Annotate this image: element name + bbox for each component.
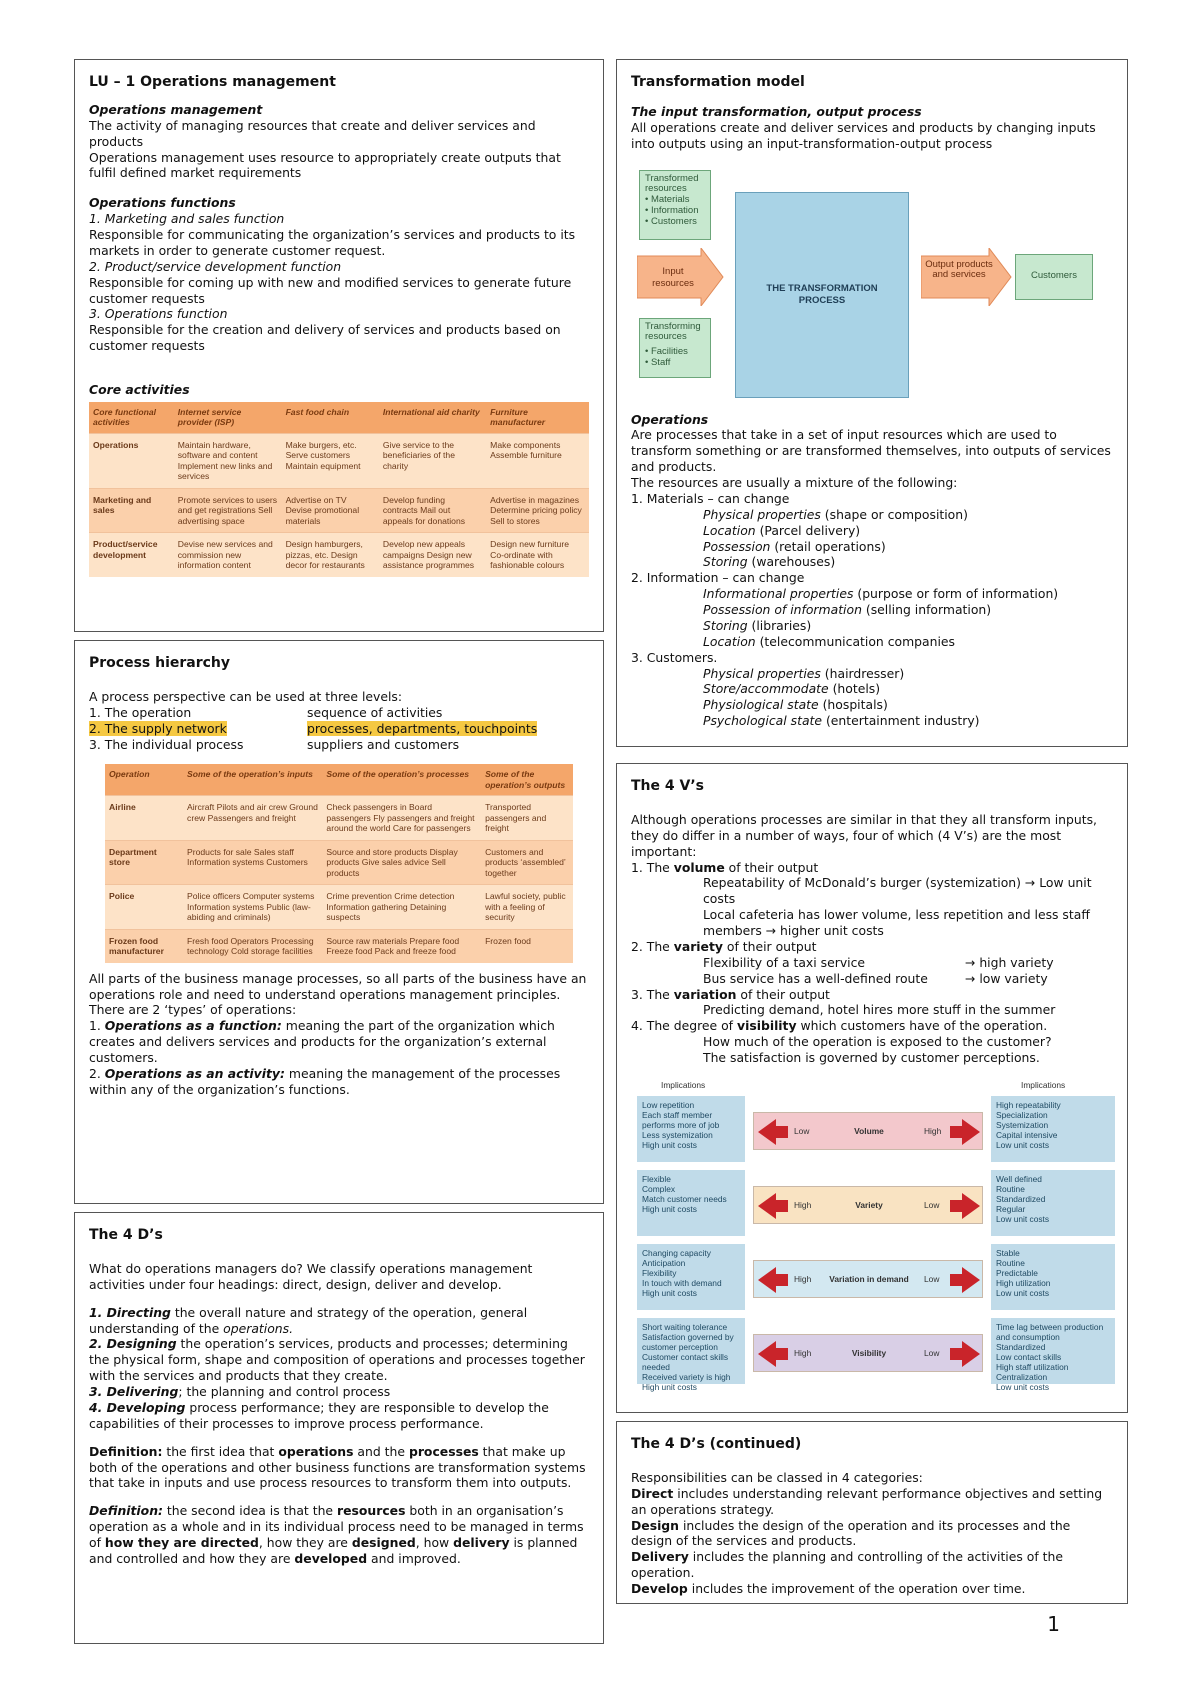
resource-change-item: Location (Parcel delivery): [703, 522, 861, 538]
section-heading: Core activities: [89, 382, 190, 398]
v-bar-label: Low: [924, 1273, 940, 1284]
table-cell: Maintain hardware, software and content Implement new links and services: [174, 433, 282, 488]
paragraph: Are processes that take in a set of input resources which are used to transform something or are transformed themselves, into outputs of services and products.: [631, 427, 1111, 475]
v-detail: The satisfaction is governed by customer perceptions.: [703, 1050, 1040, 1066]
responsibility: Delivery includes the planning and controlling of the activities of the operation.: [631, 1549, 1063, 1581]
resource-type: 1. Materials – can change: [631, 490, 790, 506]
implications-left-label: Implications: [661, 1079, 706, 1090]
table-cell: Police: [105, 885, 183, 929]
function-text: Responsible for coming up with new and modified services to generate future customer requests: [89, 274, 572, 306]
table-cell: Frozen food manufacturer: [105, 929, 183, 962]
table-cell: Marketing and sales: [89, 488, 174, 532]
implications-right-list: Well defined Routine Standardized Regular Low unit costs: [991, 1170, 1115, 1236]
v-dimension-bar: [753, 1334, 983, 1372]
table-cell: Products for sale Sales staff Information systems Customers: [183, 840, 322, 884]
table-cell: Check passengers in Board passengers Fly passengers and freight around the world Care for passengers: [322, 796, 481, 840]
definition: The activity of managing resources that create and deliver services and products: [89, 117, 536, 149]
v-detail: Flexibility of a taxi service → high variety: [703, 954, 1054, 970]
table-row: [105, 840, 573, 884]
materials-list: [631, 507, 1113, 571]
implications-left-list: Flexible Complex Match customer needs High unit costs: [637, 1170, 745, 1236]
output-label: Output products and services: [925, 258, 993, 281]
table-header: Some of the operation’s inputs: [183, 764, 322, 795]
v-dimension-bar: [753, 1186, 983, 1224]
v-bar-label: High: [794, 1199, 812, 1210]
four-ds-continued-panel: [616, 1421, 1128, 1604]
d-item: 1. Directing the overall nature and strategy of the operation, general understanding of the operations.: [89, 1304, 528, 1336]
paragraph: All parts of the business manage processes, so all parts of the business have an operations role and need to understand operations management principles.: [89, 970, 587, 1002]
section-heading: Operations: [631, 411, 709, 427]
panel-title: The 4 D’s (continued): [631, 1436, 802, 1452]
intro-text: Responsibilities can be classed in 4 categories:: [631, 1469, 923, 1485]
table-cell: Lawful society, public with a feeling of security: [481, 885, 573, 929]
table-cell: Develop funding contracts Mail out appeals for donations: [379, 488, 486, 532]
panel-title: Process hierarchy: [89, 655, 231, 671]
level-name: 1. The operation: [89, 704, 192, 720]
table-cell: Frozen food: [481, 929, 573, 962]
v-dimension-bar: [753, 1260, 983, 1298]
resource-change-item: Informational properties (purpose or form of information): [703, 586, 1059, 602]
resource-change-item: Physical properties (shape or composition): [703, 506, 968, 522]
implications-left-list: Changing capacity Anticipation Flexibility In touch with demand High unit costs: [637, 1244, 745, 1310]
table-header: Core functional activities: [89, 402, 174, 433]
four-vs-panel: [616, 763, 1128, 1413]
table-row: [105, 929, 573, 962]
level-desc: processes, departments, touchpoints: [307, 720, 538, 736]
table-cell: Make components Assemble furniture: [486, 433, 589, 488]
table-cell: Police officers Computer systems Information systems Public (law-abiding and criminals): [183, 885, 322, 929]
d-item: 4. Developing process performance; they are responsible to develop the capabilities of their processes to improve process performance.: [89, 1399, 549, 1431]
v-item: 2. The variety of their output: [631, 938, 817, 954]
table-header: Internet service provider (ISP): [174, 402, 282, 433]
level-desc: sequence of activities: [307, 704, 443, 720]
table-row: [105, 796, 573, 840]
intro-text: What do operations managers do? We classify operations management activities under four headings: direct, design, deliver and develop.: [89, 1260, 533, 1292]
v-detail: Repeatability of McDonald’s burger (systemization) → Low unit costs: [703, 875, 1092, 907]
table-cell: Design new furniture Co-ordinate with fashionable colours: [486, 533, 589, 577]
definition: Operations management uses resource to appropriately create outputs that fulfil defined market requirements: [89, 149, 561, 181]
v-detail: Predicting demand, hotel hires more stuff in the summer: [703, 1002, 1056, 1018]
table-cell: Advertise in magazines Determine pricing policy Sell to stores: [486, 488, 589, 532]
section-heading: Operations management: [89, 101, 263, 117]
intro-text: A process perspective can be used at three levels:: [89, 688, 403, 704]
d-item: 2. Designing the operation’s services, products and processes; determining the physical form, shape and composition of operations and processes together with the services and products that they create.: [89, 1336, 585, 1384]
table-cell: Department store: [105, 840, 183, 884]
d-item: 3. Delivering; the planning and control process: [89, 1384, 391, 1400]
responsibility: Design includes the design of the operation and its processes and the design of the services and products.: [631, 1517, 1071, 1549]
process-label: THE TRANSFORMATION PROCESS: [766, 283, 878, 306]
table-cell: Devise new services and commission new information content: [174, 533, 282, 577]
table-row: [89, 433, 589, 488]
v-bar-label: Variety: [855, 1199, 883, 1210]
responsibility: Direct includes understanding relevant performance objectives and setting an operations strategy.: [631, 1485, 1103, 1517]
type-item: 2. Operations as an activity: meaning the management of the processes within any of the organization’s functions.: [89, 1065, 561, 1097]
table-cell: Airline: [105, 796, 183, 840]
function-title: 1. Marketing and sales function: [89, 211, 285, 227]
table-cell: Design hamburgers, pizzas, etc. Design decor for restaurants: [282, 533, 379, 577]
table-cell: Source raw materials Prepare food Freeze food Pack and freeze food: [322, 929, 481, 962]
table-row: [89, 488, 589, 532]
v-detail: Bus service has a well-defined route → low variety: [703, 970, 1048, 986]
v-dimension-bar: [753, 1112, 983, 1150]
resource-change-item: Psychological state (entertainment industry): [703, 713, 980, 729]
implications-right-list: Time lag between production and consumption Standardized Low contact skills High staff utilization Centralization Low unit costs: [991, 1318, 1115, 1384]
resource-change-item: Physiological state (hospitals): [703, 697, 888, 713]
intro-text: Although operations processes are similar in that they all transform inputs, they do differ in a number of ways, four of which (4 V’s) are the most important:: [631, 811, 1097, 859]
function-title: 3. Operations function: [89, 306, 228, 322]
implications-right-label: Implications: [1021, 1079, 1066, 1090]
definition: Definition: the first idea that operations and the processes that make up both of the operations and other business functions are transformation systems that take in inputs and use process resources to transform them into outputs.: [89, 1443, 586, 1491]
type-item: 1. Operations as a function: meaning the part of the organization which creates and delivers services and products for the organization’s external customers.: [89, 1018, 555, 1066]
process-hierarchy-panel: [74, 640, 604, 1204]
operations-table: [105, 764, 573, 962]
table-header: International aid charity: [379, 402, 486, 433]
panel-title: The 4 D’s: [89, 1227, 163, 1243]
table-cell: Make burgers, etc. Serve customers Maintain equipment: [282, 433, 379, 488]
table-header: Some of the operation’s outputs: [481, 764, 573, 795]
level-name: 3. The individual process: [89, 736, 244, 752]
v-detail: Local cafeteria has lower volume, less repetition and less staff members → higher unit costs: [703, 907, 1090, 939]
customers-list: [631, 666, 1113, 730]
definition: Definition: the second idea is that the resources both in an organisation’s operation as a whole and in its individual process need to be managed in terms of how they are directed, how they are designed, how delivery is planned and controlled and how they are developed and improved.: [89, 1503, 584, 1566]
resource-change-item: Location (telecommunication companies: [703, 633, 956, 649]
table-cell: Promote services to users and get registrations Sell advertising space: [174, 488, 282, 532]
v-bar-label: High: [924, 1125, 942, 1136]
responsibility: Develop includes the improvement of the operation over time.: [631, 1581, 1026, 1597]
table-cell: Operations: [89, 433, 174, 488]
implications-left-list: Low repetition Each staff member performs more of job Less systemization High unit costs: [637, 1096, 745, 1162]
input-resources-label: Input resources: [652, 265, 694, 289]
table-cell: Product/service development: [89, 533, 174, 577]
table-header: Fast food chain: [282, 402, 379, 433]
levels-list: [89, 705, 589, 753]
information-list: [631, 586, 1113, 650]
table-cell: Give service to the beneficiaries of the charity: [379, 433, 486, 488]
function-text: Responsible for communicating the organization’s services and products to its markets in order to generate customer request.: [89, 227, 576, 258]
customers-box: Customers: [1015, 254, 1093, 300]
table-cell: Source and store products Display products Give sales advice Sell products: [322, 840, 481, 884]
level-name: 2. The supply network: [89, 720, 227, 736]
table-row: [89, 533, 589, 577]
section-heading: Operations functions: [89, 195, 236, 211]
transformation-model-panel: [616, 59, 1128, 747]
table-row: [105, 885, 573, 929]
v-bar-label: Low: [794, 1125, 810, 1136]
v-bar-label: High: [794, 1273, 812, 1284]
v-bar-label: Low: [924, 1199, 940, 1210]
v-item: 1. The volume of their output: [631, 859, 819, 875]
four-ds-panel: [74, 1212, 604, 1644]
v-bar-label: Low: [924, 1347, 940, 1358]
panel-title: LU – 1 Operations management: [89, 74, 336, 90]
intro-text: All operations create and deliver services and products by changing inputs into outputs using an input-transformation-output process: [631, 119, 1096, 151]
resource-change-item: Possession (retail operations): [703, 538, 886, 554]
v-bar-label: Visibility: [851, 1347, 887, 1358]
resource-change-item: Physical properties (hairdresser): [703, 665, 905, 681]
table-cell: Develop new appeals campaigns Design new assistance programmes: [379, 533, 486, 577]
function-text: Responsible for the creation and delivery of services and products based on customer requests: [89, 322, 561, 354]
v-item: 3. The variation of their output: [631, 986, 830, 1002]
paragraph: The resources are usually a mixture of the following:: [631, 475, 958, 491]
paragraph: There are 2 ‘types’ of operations:: [89, 1002, 297, 1018]
v-item: 4. The degree of visibility which customers have of the operation.: [631, 1018, 1048, 1034]
resource-change-item: Store/accommodate (hotels): [703, 681, 881, 697]
v-detail: How much of the operation is exposed to the customer?: [703, 1034, 1052, 1050]
panel-title: Transformation model: [631, 74, 805, 90]
table-cell: Fresh food Operators Processing technology Cold storage facilities: [183, 929, 322, 962]
four-vs-figure: [631, 1080, 1113, 1410]
resource-type: 2. Information – can change: [631, 570, 805, 586]
table-cell: Advertise on TV Devise promotional materials: [282, 488, 379, 532]
resource-change-item: Storing (warehouses): [703, 554, 836, 570]
resource-change-item: Possession of information (selling information): [703, 602, 992, 618]
core-activities-table: [89, 402, 589, 577]
function-title: 2. Product/service development function: [89, 258, 342, 274]
implications-right-list: High repeatability Specialization Systemization Capital intensive Low unit costs: [991, 1096, 1115, 1162]
v-bar-label: Variation in demand: [829, 1273, 909, 1284]
transforming-resources-box: Transforming resources • Facilities • Staff: [639, 318, 711, 378]
v-bar-label: Volume: [854, 1125, 884, 1136]
table-header: Operation: [105, 764, 183, 795]
panel-title: The 4 V’s: [631, 778, 704, 794]
resource-type: 3. Customers.: [631, 649, 718, 665]
table-header: Some of the operation’s processes: [322, 764, 481, 795]
transformation-diagram: [631, 164, 1113, 402]
transformed-resources-box: Transformed resources • Materials • Information • Customers: [639, 170, 711, 240]
level-desc: suppliers and customers: [307, 736, 460, 752]
table-header: Furniture manufacturer: [486, 402, 589, 433]
table-cell: Transported passengers and freight: [481, 796, 573, 840]
page-number: 1: [1047, 1612, 1060, 1636]
section-heading: The input transformation, output process: [631, 103, 922, 119]
resource-change-item: Storing (libraries): [703, 617, 812, 633]
implications-right-list: Stable Routine Predictable High utilization Low unit costs: [991, 1244, 1115, 1310]
implications-left-list: Short waiting tolerance Satisfaction governed by customer perception Customer contact skills needed Received variety is high High unit costs: [637, 1318, 745, 1384]
lu1-panel: [74, 59, 604, 632]
table-cell: Crime prevention Crime detection Information gathering Detaining suspects: [322, 885, 481, 929]
transformation-process-box: [735, 192, 909, 398]
v-bar-label: High: [794, 1347, 812, 1358]
table-cell: Customers and products ‘assembled’ together: [481, 840, 573, 884]
table-cell: Aircraft Pilots and air crew Ground crew Passengers and freight: [183, 796, 322, 840]
